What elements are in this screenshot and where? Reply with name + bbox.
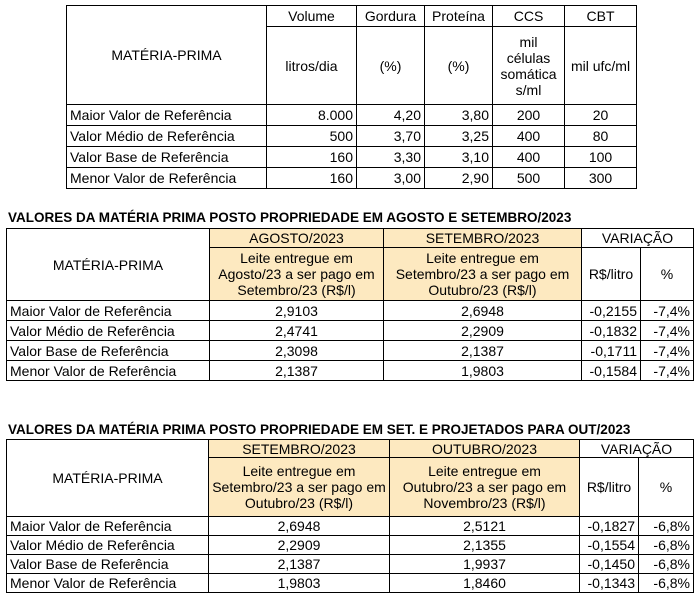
row-label: Valor Médio de Referência [67, 126, 267, 147]
cell-value: -0,1827 [580, 517, 639, 536]
table-row [67, 126, 637, 147]
table-row [67, 147, 637, 168]
cell-value: -0,1584 [582, 361, 641, 381]
desc-setembro: Leite entregue em Setembro/23 a ser pago em Outubro/23 (R$/l) [384, 248, 582, 301]
cell-value: -0,1554 [580, 536, 639, 555]
cell-value: -0,1343 [580, 574, 639, 593]
cell-value: 2,4741 [210, 321, 384, 341]
cell-value: 200 [493, 105, 565, 126]
cell-value: 4,20 [357, 105, 425, 126]
cell-value: -6,8% [639, 517, 694, 536]
row-label: Menor Valor de Referência [7, 574, 209, 593]
cell-value: -7,4% [641, 321, 694, 341]
desc-setembro: Leite entregue em Setembro/23 a ser pago em Outubro/23 (R$/l) [209, 458, 390, 517]
variation-header: VARIAÇÃO [580, 440, 694, 458]
row-label: Menor Valor de Referência [7, 361, 210, 381]
unit-percent: % [641, 248, 694, 301]
cell-value: 1,8460 [390, 574, 580, 593]
cell-value: -0,1832 [582, 321, 641, 341]
cell-value: -7,4% [641, 361, 694, 381]
table1-corner-label: MATÉRIA-PRIMA [67, 6, 267, 105]
row-label: Maior Valor de Referência [7, 301, 210, 321]
table3-title: VALORES DA MATÉRIA PRIMA POSTO PROPRIEDADE EM SET. E PROJETADOS PARA OUT/2023 [8, 422, 631, 437]
row-label: Valor Base de Referência [67, 147, 267, 168]
cell-value: 2,90 [425, 168, 493, 189]
header-volume: Volume [267, 6, 357, 27]
variation-header: VARIAÇÃO [582, 229, 694, 248]
unit-cbt: mil ufc/ml [565, 27, 637, 105]
cell-value: 2,6948 [209, 517, 390, 536]
unit-volume: litros/dia [267, 27, 357, 105]
table3-corner-label: MATÉRIA-PRIMA [7, 440, 209, 517]
desc-outubro: Leite entregue em Outubro/23 a ser pago em Novembro/23 (R$/l) [390, 458, 580, 517]
cell-value: 2,1387 [384, 341, 582, 361]
cell-value: 2,3098 [210, 341, 384, 361]
cell-value: 3,80 [425, 105, 493, 126]
cell-value: 3,30 [357, 147, 425, 168]
cell-value: 2,9103 [210, 301, 384, 321]
sep-oct-values-table [6, 439, 694, 593]
period-setembro: SETEMBRO/2023 [384, 229, 582, 248]
cell-value: 8.000 [267, 105, 357, 126]
table-row [7, 321, 694, 341]
cell-value: -6,8% [639, 536, 694, 555]
cell-value: 3,25 [425, 126, 493, 147]
period-agosto: AGOSTO/2023 [210, 229, 384, 248]
aug-sep-values-table [6, 228, 694, 381]
table2-corner-label: MATÉRIA-PRIMA [7, 229, 210, 301]
table-row [7, 574, 694, 593]
unit-rs-litro: R$/litro [582, 248, 641, 301]
row-label: Maior Valor de Referência [7, 517, 209, 536]
cell-value: 1,9803 [384, 361, 582, 381]
row-label: Menor Valor de Referência [67, 168, 267, 189]
cell-value: -7,4% [641, 301, 694, 321]
unit-rs-litro: R$/litro [580, 458, 639, 517]
cell-value: 2,2909 [209, 536, 390, 555]
cell-value: -0,1711 [582, 341, 641, 361]
table-row [7, 536, 694, 555]
row-label: Valor Médio de Referência [7, 321, 210, 341]
row-label: Valor Médio de Referência [7, 536, 209, 555]
cell-value: 2,5121 [390, 517, 580, 536]
row-label: Valor Base de Referência [7, 555, 209, 574]
table2-title: VALORES DA MATÉRIA PRIMA POSTO PROPRIEDADE EM AGOSTO E SETEMBRO/2023 [8, 210, 572, 225]
cell-value: -0,1450 [580, 555, 639, 574]
cell-value: 500 [267, 126, 357, 147]
cell-value: 2,1387 [210, 361, 384, 381]
cell-value: -6,8% [639, 574, 694, 593]
cell-value: 2,1387 [209, 555, 390, 574]
table-row [7, 361, 694, 381]
cell-value: 400 [493, 147, 565, 168]
cell-value: -7,4% [641, 341, 694, 361]
unit-gordura: (%) [357, 27, 425, 105]
cell-value: 400 [493, 126, 565, 147]
table-row [7, 341, 694, 361]
table-row [7, 517, 694, 536]
unit-ccs: mil células somática s/ml [493, 27, 565, 105]
period-setembro: SETEMBRO/2023 [209, 440, 390, 458]
header-ccs: CCS [493, 6, 565, 27]
period-outubro: OUTUBRO/2023 [390, 440, 580, 458]
table-row [7, 555, 694, 574]
cell-value: 3,70 [357, 126, 425, 147]
cell-value: 2,6948 [384, 301, 582, 321]
header-proteina: Proteína [425, 6, 493, 27]
cell-value: 1,9937 [390, 555, 580, 574]
table-row [7, 301, 694, 321]
header-gordura: Gordura [357, 6, 425, 27]
cell-value: 2,1355 [390, 536, 580, 555]
cell-value: 3,00 [357, 168, 425, 189]
cell-value: -0,2155 [582, 301, 641, 321]
cell-value: 20 [565, 105, 637, 126]
cell-value: 2,2909 [384, 321, 582, 341]
header-cbt: CBT [565, 6, 637, 27]
cell-value: 100 [565, 147, 637, 168]
cell-value: -6,8% [639, 555, 694, 574]
desc-agosto: Leite entregue em Agosto/23 a ser pago em Setembro/23 (R$/l) [210, 248, 384, 301]
reference-parameters-table [66, 5, 637, 189]
cell-value: 1,9803 [209, 574, 390, 593]
cell-value: 500 [493, 168, 565, 189]
cell-value: 300 [565, 168, 637, 189]
row-label: Maior Valor de Referência [67, 105, 267, 126]
cell-value: 160 [267, 147, 357, 168]
row-label: Valor Base de Referência [7, 341, 210, 361]
cell-value: 3,10 [425, 147, 493, 168]
table-row [67, 105, 637, 126]
unit-percent: % [639, 458, 694, 517]
cell-value: 160 [267, 168, 357, 189]
unit-proteina: (%) [425, 27, 493, 105]
cell-value: 80 [565, 126, 637, 147]
table-row [67, 168, 637, 189]
